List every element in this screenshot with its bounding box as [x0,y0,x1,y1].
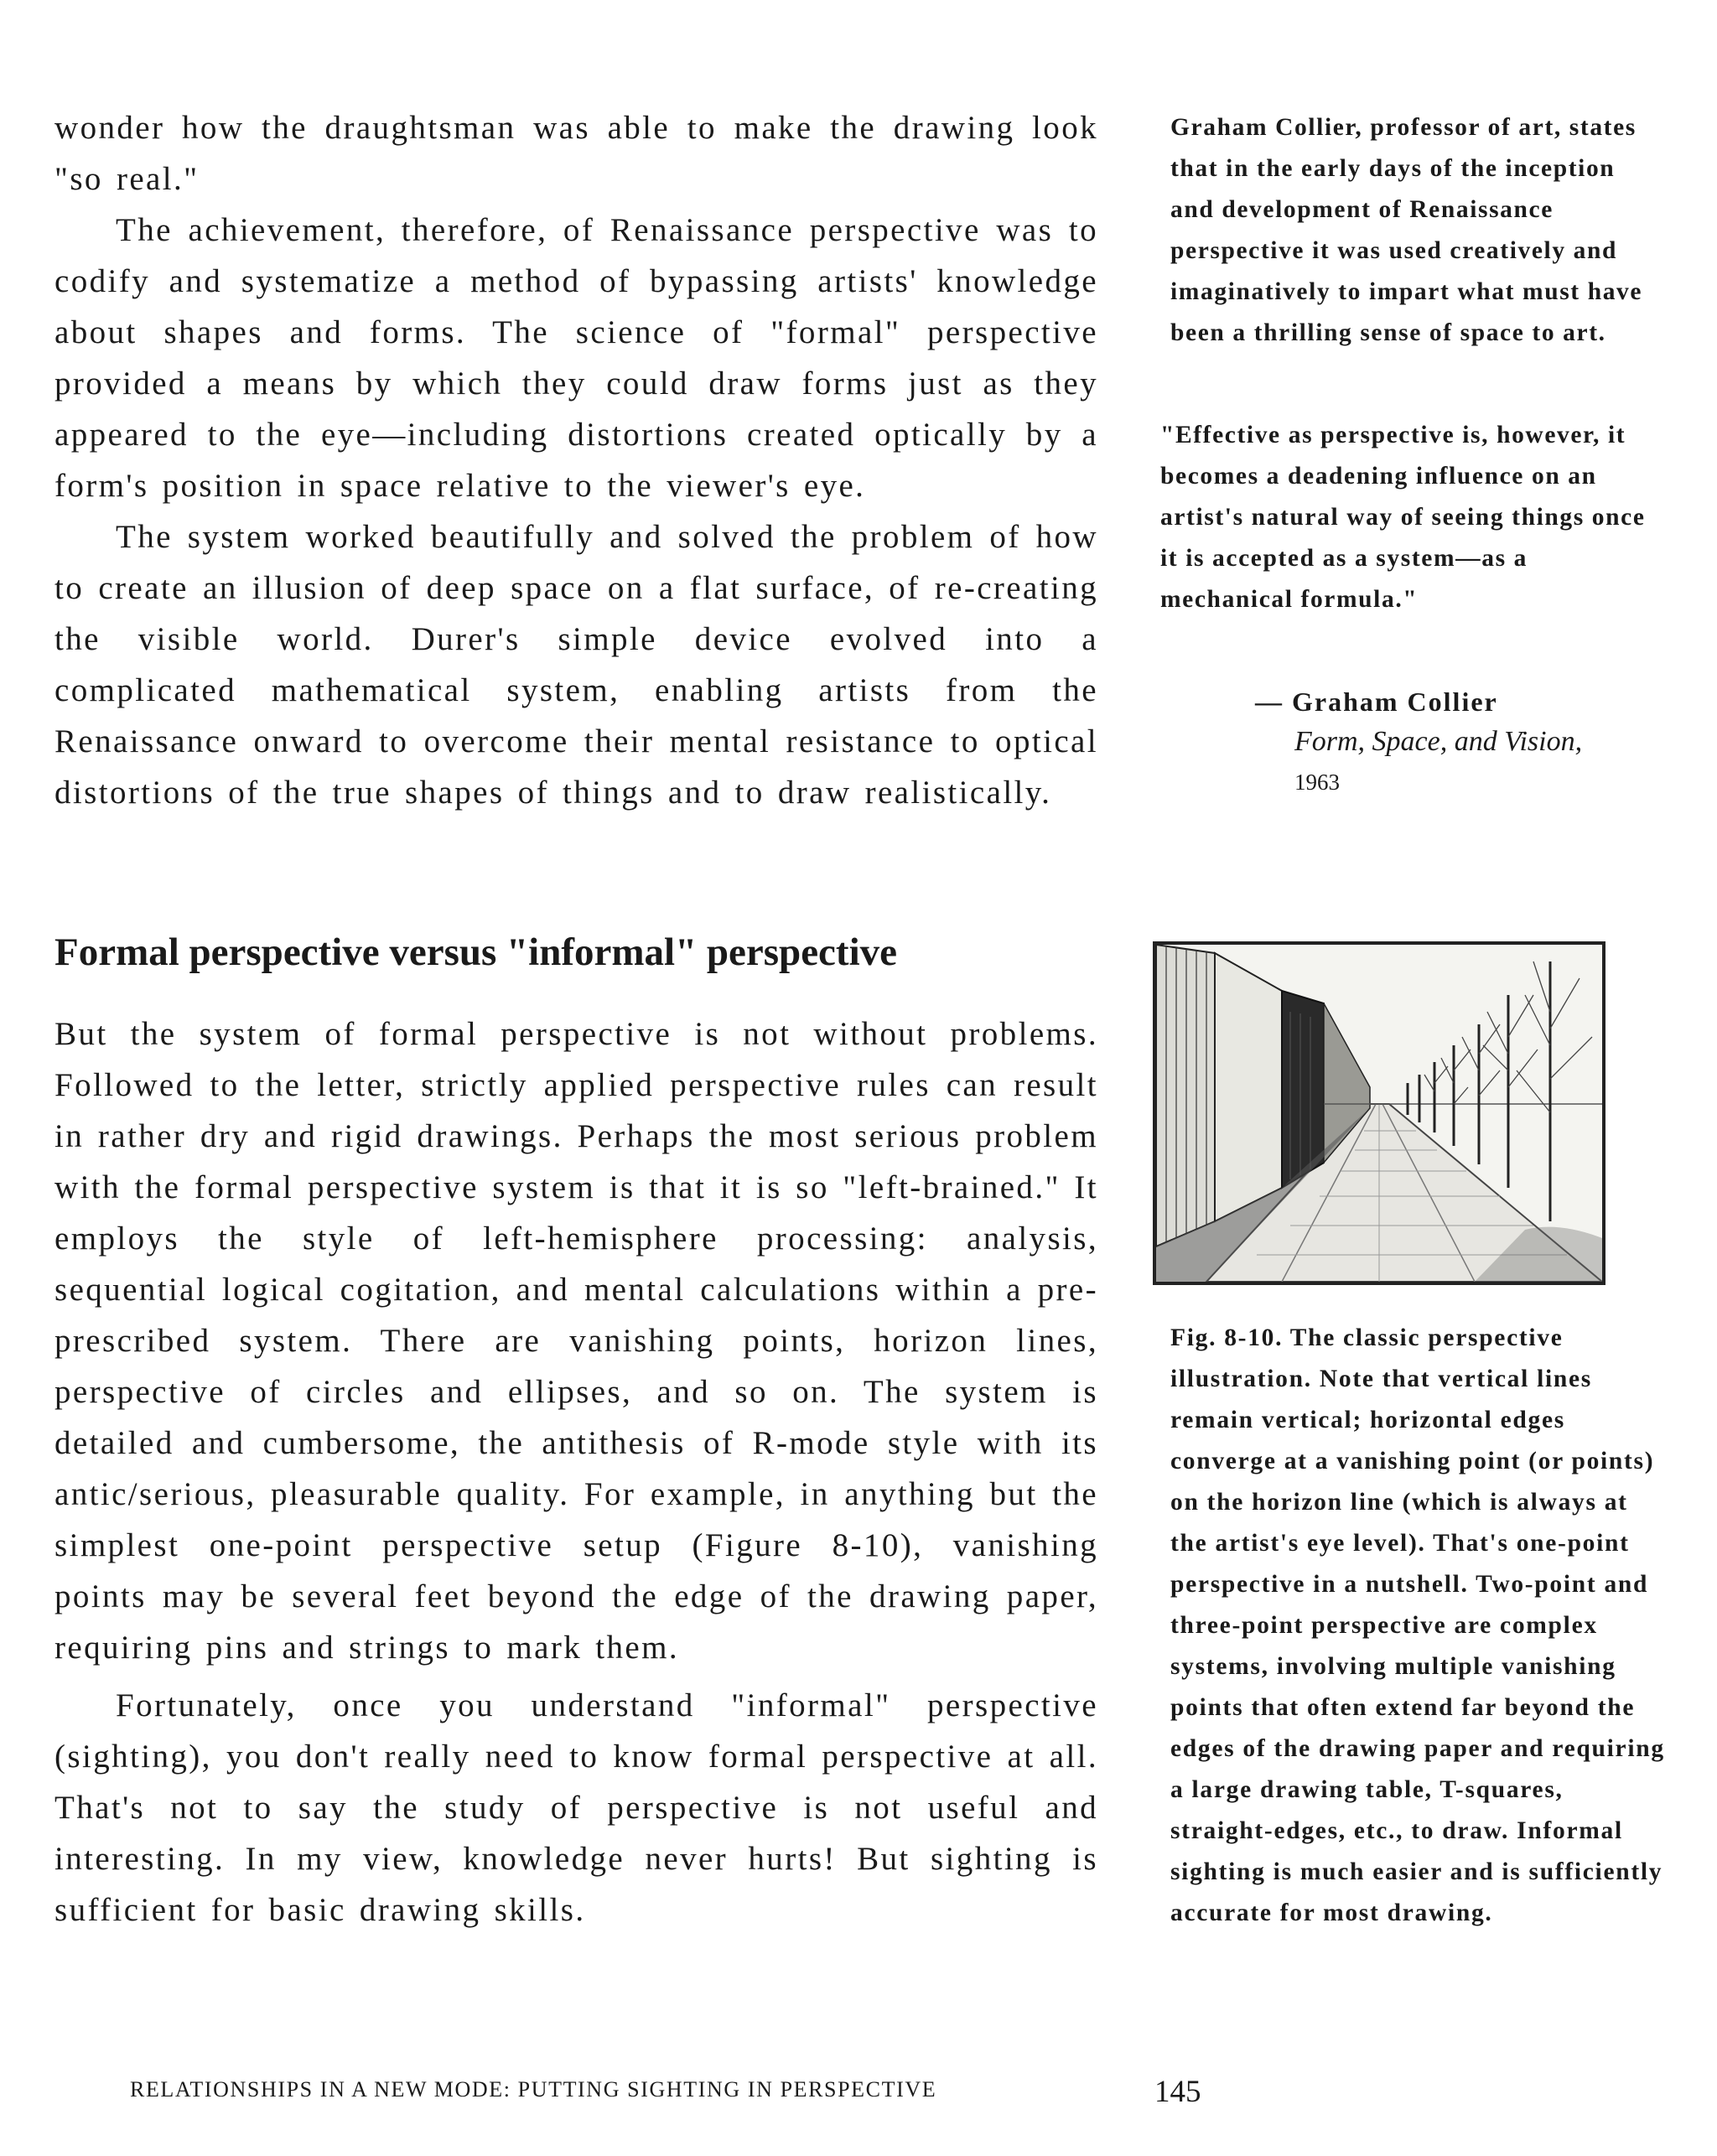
figure-caption [1170,1318,1665,1934]
sidebar-quote [1160,415,1663,620]
section-heading: Formal perspective versus "informal" perspective [54,930,897,974]
attribution-year: 1963 [1294,770,1340,795]
main-text-column-2 [54,1008,1098,1936]
perspective-drawing [1156,945,1602,1282]
sidebar-note-text: Graham Collier, professor of art, states that in the early days of the inception and development of Renaissance perspective it was used creatively and imaginatively to impart what must have been a thrilling sense of space to art. [1170,114,1643,346]
attribution-book: Form, Space, and Vision, [1294,726,1583,757]
main-text-column [54,102,1098,818]
body-paragraph-4: But the system of formal perspective is not without problems. Followed to the letter, strictly applied perspective rules can result in rather dry and rigid drawings. Perhaps the most serious problem with the formal perspective system is that it is so "left-brained." It employs the style of left-hemisphere processing: analysis, sequential logical cogitation, and mental calculations within a pre-prescribed system. There are vanishing points, horizon lines, perspective of circles and ellipses, and so on. The system is detailed and cumbersome, the antithesis of R-mode style with its antic/serious, pleasurable quality. For example, in anything but the simplest one-point perspective setup (Figure 8-10), vanishing points may be several feet beyond the edge of the drawing paper, requiring pins and strings to mark them. [54,1016,1098,1666]
running-head: RELATIONSHIPS IN A NEW MODE: PUTTING SIGHTING IN PERSPECTIVE [130,2077,937,2102]
page-number: 145 [1154,2075,1201,2109]
perspective-illustration [1153,941,1605,1285]
attribution-name: — Graham Collier [1255,687,1498,717]
sidebar-note [1170,107,1658,354]
body-paragraph-2: The achievement, therefore, of Renaissance perspective was to codify and systematize a method of bypassing artists' knowledge about shapes and forms. The science of "formal" perspective provided a means by which they could draw forms just as they appeared to the eye—including distortions created optically by a form's position in space relative to the viewer's eye. [54,212,1098,504]
body-paragraph-1: wonder how the draughtsman was able to make the drawing look "so real." [54,110,1098,197]
quote-attribution [1255,682,1657,802]
body-paragraph-3: The system worked beautifully and solved the problem of how to create an illusion of deep space on a flat surface, of re-creating the visible world. Durer's simple device evolved into a complicated mathematical system, enabling artists from the Renaissance onward to overcome their mental resistance to optical distortions of the true shapes of things and to draw realistically. [54,519,1098,811]
sidebar-quote-text: "Effective as perspective is, however, it becomes a deadening influence on an artist's natural way of seeing things once it is accepted as a system—as a mechanical formula." [1160,422,1646,613]
figure-caption-text: Fig. 8-10. The classic perspective illustration. Note that vertical lines remain vertical; horizontal edges converge at a vanishing point (or points) on the horizon line (which is always at the artist's eye level). That's one-point perspective in a nutshell. Two-point and three-point perspective are complex systems, involving multiple vanishing points that often extend far beyond the edges of the drawing paper and requiring a large drawing table, T-squares, straight-edges, etc., to draw. Informal sighting is much easier and is sufficiently accurate for most drawing. [1170,1324,1665,1926]
body-paragraph-5: Fortunately, once you understand "informal" perspective (sighting), you don't really need to know formal perspective at all. That's not to say the study of perspective is not useful and interesting. In my view, knowledge never hurts! But sighting is sufficient for basic drawing skills. [54,1687,1098,1928]
